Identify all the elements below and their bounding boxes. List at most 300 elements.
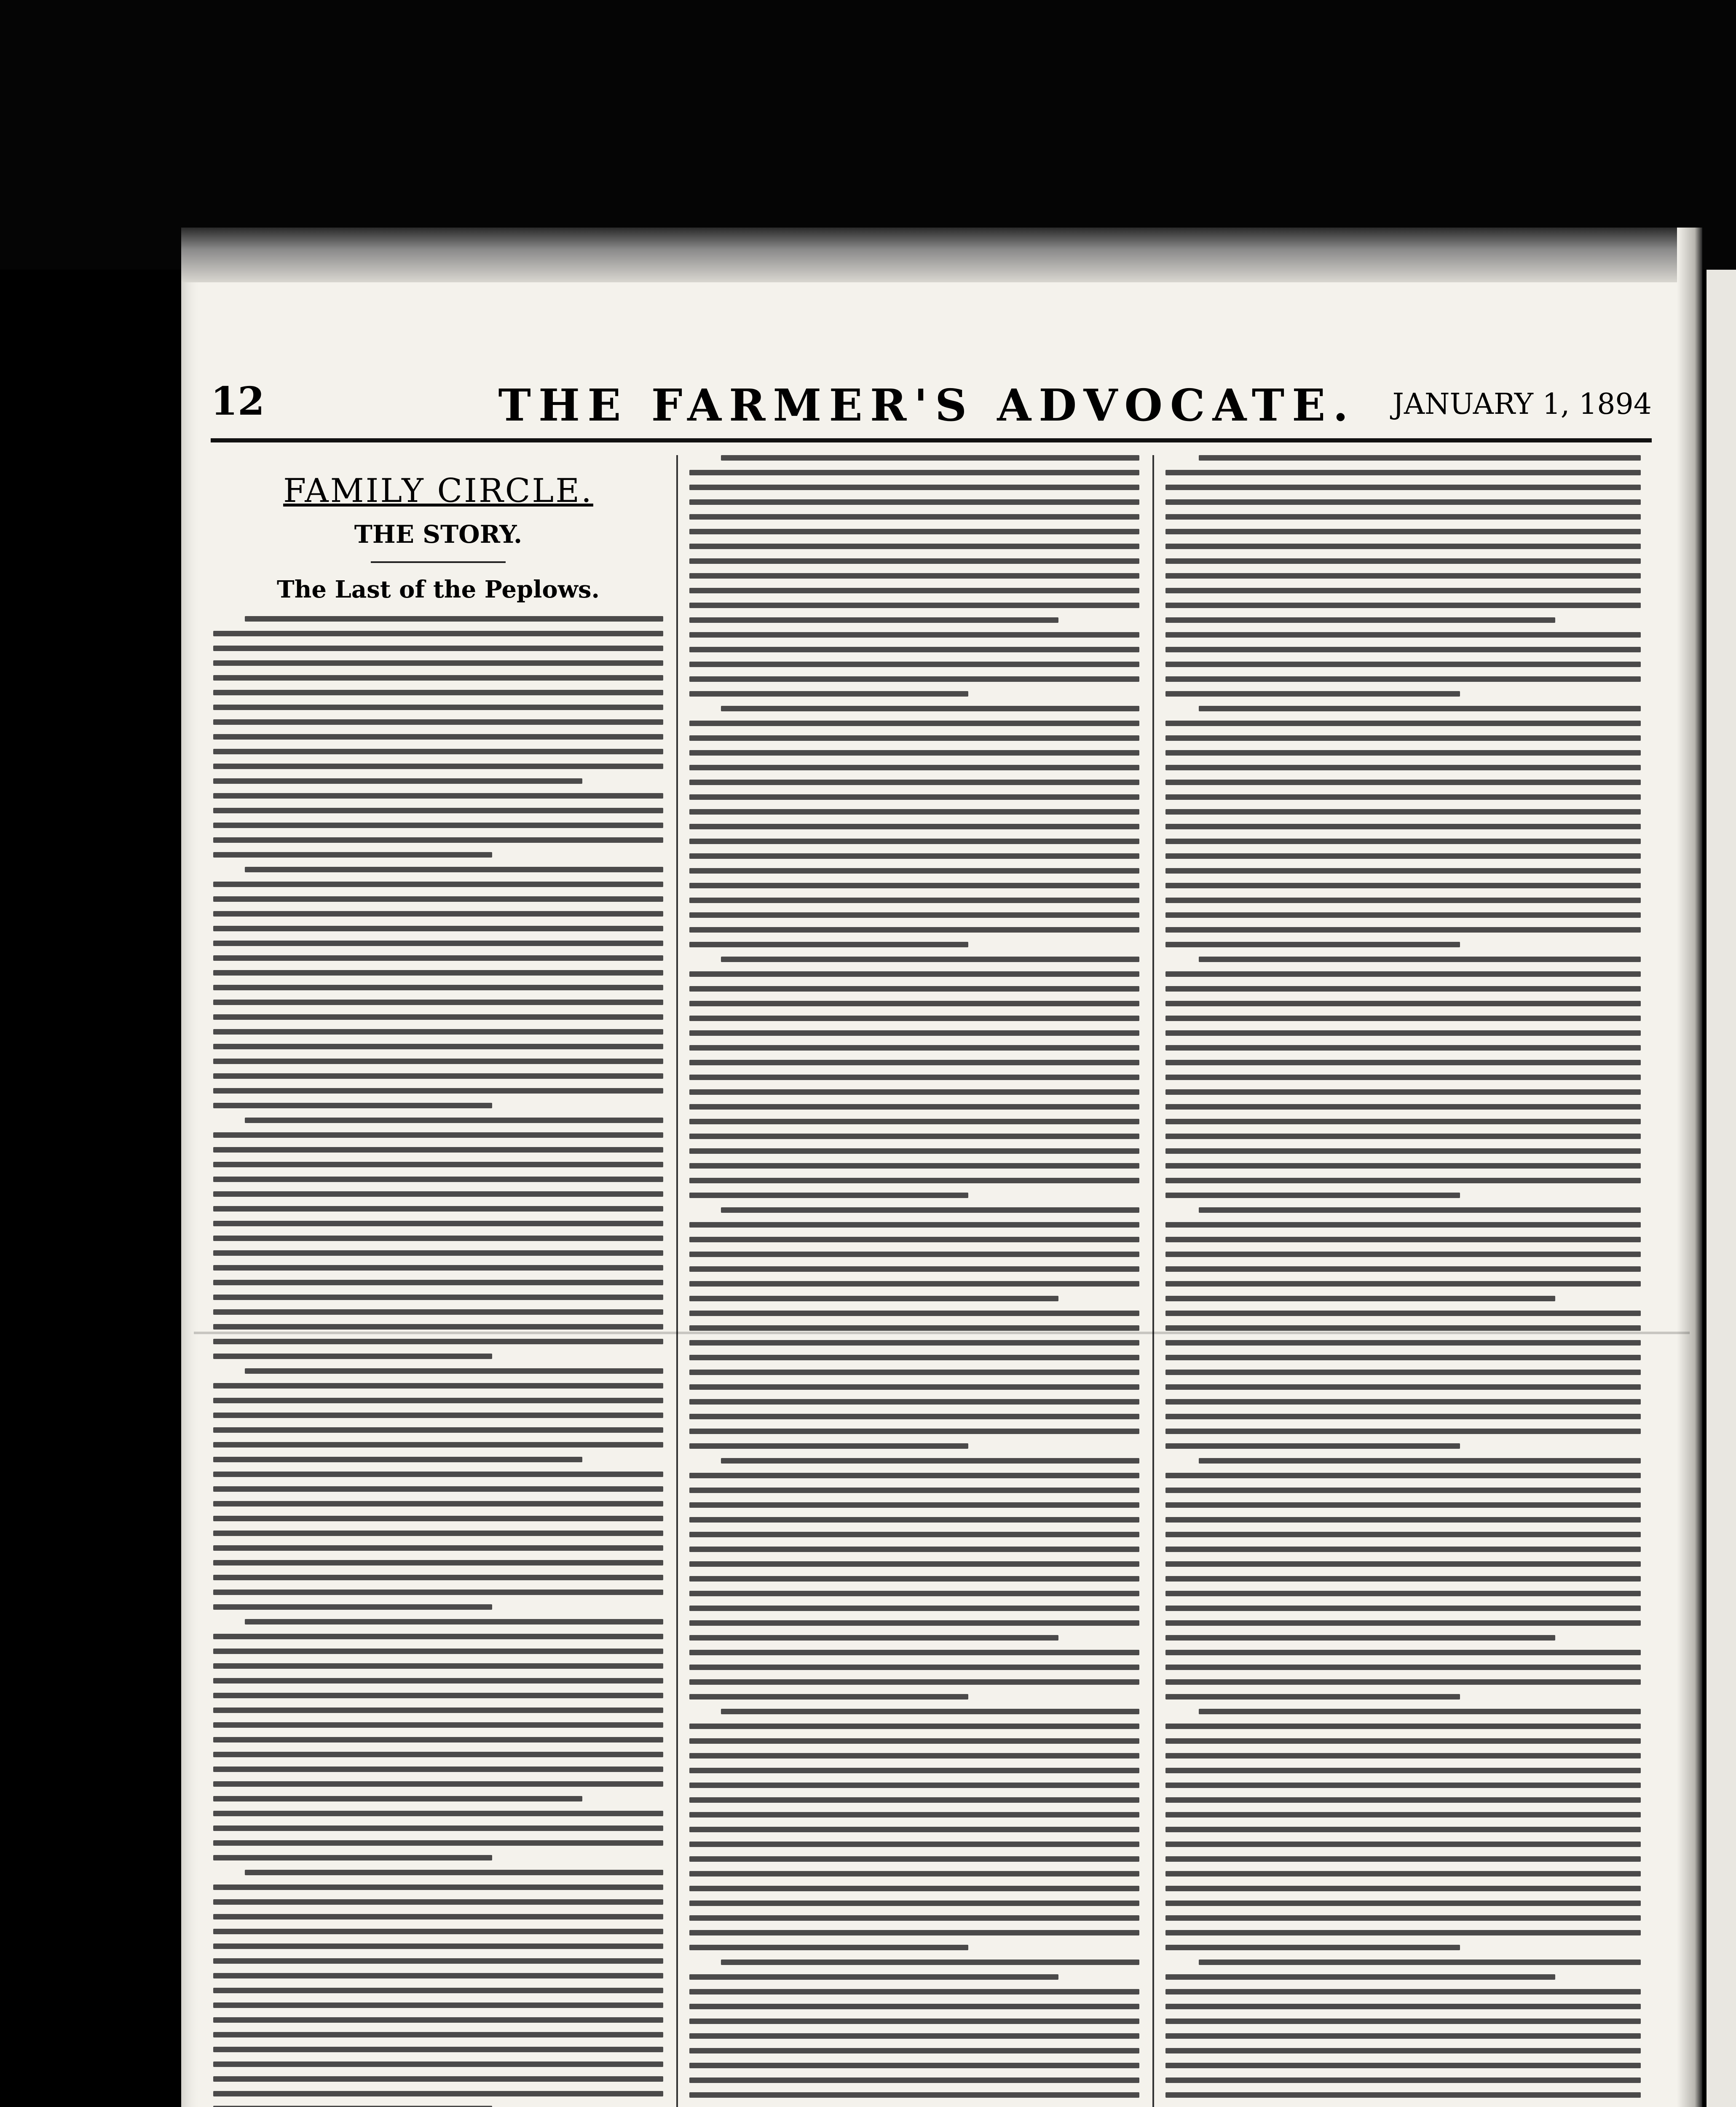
column-1: [211, 455, 666, 2107]
text-line: [245, 1870, 663, 1875]
text-line: [213, 852, 492, 858]
text-line: [213, 1531, 663, 1536]
text-line: [213, 896, 663, 902]
text-line: [689, 986, 1139, 992]
text-line: [1165, 824, 1641, 829]
text-line: [213, 1457, 582, 1462]
text-line: [1165, 1930, 1641, 1935]
text-line: [213, 1722, 663, 1728]
text-line: [1165, 986, 1641, 992]
text-line: [689, 1311, 1139, 1316]
text-line: [1165, 868, 1641, 874]
text-line: [213, 1280, 663, 1285]
text-line: [1165, 499, 1641, 505]
text-line: [213, 1103, 492, 1108]
text-line: [1165, 603, 1641, 608]
text-line: [213, 1988, 663, 1993]
text-line: [213, 705, 663, 710]
page-header: [211, 371, 1652, 442]
text-line: [1165, 1384, 1641, 1390]
text-line: [1165, 1679, 1641, 1685]
text-line: [689, 1325, 1139, 1331]
text-line: [689, 1060, 1139, 1065]
text-line: [1165, 1783, 1641, 1788]
text-line: [689, 1812, 1139, 1817]
text-line: [213, 823, 663, 828]
text-line: [689, 1650, 1139, 1655]
text-line: [1165, 676, 1641, 682]
text-line: [689, 2078, 1139, 2083]
text-line: [689, 809, 1139, 815]
text-line: [1165, 1325, 1641, 1331]
text-line: [1165, 647, 1641, 652]
text-line: [1199, 1960, 1641, 1965]
text-line: [213, 1250, 663, 1256]
text-line: [1165, 1886, 1641, 1891]
text-line: [689, 2004, 1139, 2009]
text-line: [1165, 1502, 1641, 1508]
text-line: [689, 1296, 1058, 1301]
text-line: [689, 1502, 1139, 1508]
text-line: [1165, 1370, 1641, 1375]
text-line: [1165, 1635, 1555, 1641]
column-divider: [1152, 455, 1154, 2107]
text-line: [1165, 2063, 1641, 2068]
text-line: [213, 719, 663, 725]
text-line: [1199, 455, 1641, 461]
text-line: [1165, 898, 1641, 903]
text-line: [1165, 721, 1641, 726]
text-line: [213, 1781, 663, 1787]
text-line: [1165, 912, 1641, 918]
text-line: [213, 1678, 663, 1683]
text-line: [689, 1856, 1139, 1862]
text-line: [1165, 1945, 1460, 1950]
text-line: [213, 1929, 663, 1934]
text-line: [213, 1943, 663, 1949]
text-line: [1165, 853, 1641, 859]
text-line: [689, 1163, 1139, 1169]
text-line: [1165, 1989, 1641, 1994]
text-line: [689, 1606, 1139, 1611]
text-line: [213, 749, 663, 754]
text-line: [689, 898, 1139, 903]
text-line: [689, 573, 1139, 579]
text-line: [213, 1295, 663, 1300]
text-line: [213, 1767, 663, 1772]
text-line: [689, 1945, 968, 1950]
text-line: [1199, 706, 1641, 711]
text-line: [1165, 1620, 1641, 1626]
text-line: [689, 927, 1139, 933]
text-line: [1199, 957, 1641, 962]
text-line: [689, 2048, 1139, 2053]
text-line: [213, 1914, 663, 1919]
text-line: [689, 485, 1139, 490]
text-line: [1165, 1724, 1641, 1729]
text-line: [213, 1014, 663, 1020]
text-line: [721, 1458, 1139, 1464]
text-line: [213, 1088, 663, 1094]
text-line: [689, 676, 1139, 682]
text-line: [213, 646, 663, 651]
text-line: [213, 1604, 492, 1610]
text-line: [689, 1738, 1139, 1744]
article-body-text: [211, 616, 666, 2107]
text-line: [213, 2047, 663, 2052]
text-line: [1165, 1488, 1641, 1493]
text-line: [213, 690, 663, 695]
text-line: [1199, 1709, 1641, 1714]
text-line: [213, 1649, 663, 1654]
text-line: [721, 1960, 1139, 1965]
text-line: [689, 1724, 1139, 1729]
text-line: [213, 1383, 663, 1389]
text-line: [213, 660, 663, 666]
text-line: [721, 1709, 1139, 1714]
text-line: [689, 1871, 1139, 1876]
text-line: [689, 529, 1139, 534]
text-line: [213, 1442, 663, 1448]
text-line: [1165, 1060, 1641, 1065]
text-line: [213, 1973, 663, 1978]
text-line: [1165, 2078, 1641, 2083]
text-line: [689, 1797, 1139, 1803]
text-line: [1165, 839, 1641, 844]
text-line: [689, 1547, 1139, 1552]
text-line: [1165, 2004, 1641, 2009]
text-line: [1165, 1134, 1641, 1139]
text-line: [1165, 1532, 1641, 1537]
text-line: [213, 1545, 663, 1551]
text-line: [689, 1635, 1058, 1641]
text-line: [689, 1561, 1139, 1567]
text-line: [689, 1974, 1058, 1980]
adjacent-page-edge: [1707, 270, 1736, 2107]
text-line: [689, 1178, 1139, 1183]
text-line: [1165, 485, 1641, 490]
text-line: [689, 1016, 1139, 1021]
text-line: [689, 1399, 1139, 1405]
text-line: [1165, 1547, 1641, 1552]
text-line: [1165, 750, 1641, 756]
text-line: [1165, 1797, 1641, 1803]
text-line: [213, 955, 663, 961]
text-line: [1165, 1178, 1641, 1183]
text-line: [1165, 1827, 1641, 1832]
text-line: [1165, 1414, 1641, 1419]
column-divider: [676, 455, 678, 2107]
text-line: [213, 1044, 663, 1049]
text-line: [721, 455, 1139, 461]
text-line: [689, 1576, 1139, 1582]
text-line: [1165, 514, 1641, 520]
text-line: [689, 824, 1139, 829]
text-line: [1165, 2048, 1641, 2053]
text-line: [1165, 1399, 1641, 1405]
text-line: [213, 1811, 663, 1816]
section-title: FAMILY CIRCLE.: [283, 472, 593, 510]
text-line: [689, 839, 1139, 844]
text-line: [689, 1517, 1139, 1523]
text-line: [213, 808, 663, 813]
text-line: [1165, 1650, 1641, 1655]
text-line: [213, 1693, 663, 1698]
header-rule: [211, 438, 1652, 442]
text-line: [689, 1679, 1139, 1685]
text-line: [213, 1265, 663, 1271]
article-body-text: [687, 455, 1142, 2107]
text-line: [689, 617, 1058, 623]
text-line: [1165, 558, 1641, 564]
text-line: [1165, 1266, 1641, 1272]
text-line: [721, 706, 1139, 711]
text-line: [213, 1354, 492, 1359]
text-line: [689, 647, 1139, 652]
text-line: [721, 957, 1139, 962]
text-line: [1165, 1030, 1641, 1036]
text-line: [1165, 1591, 1641, 1596]
text-line: [213, 1516, 663, 1521]
text-line: [689, 1370, 1139, 1375]
text-line: [213, 734, 663, 740]
text-line: [689, 883, 1139, 888]
text-line: [1199, 1207, 1641, 1213]
text-line: [245, 1118, 663, 1123]
text-line: [213, 1059, 663, 1064]
text-line: [213, 1000, 663, 1005]
text-line: [1165, 588, 1641, 593]
text-line: [1165, 1222, 1641, 1228]
text-line: [213, 1663, 663, 1669]
text-line: [689, 499, 1139, 505]
text-line: [1165, 1252, 1641, 1257]
text-line: [213, 1073, 663, 1079]
text-line: [1165, 1163, 1641, 1169]
text-line: [1165, 1561, 1641, 1567]
text-line: [689, 1591, 1139, 1596]
text-line: [689, 971, 1139, 977]
text-line: [689, 1915, 1139, 1921]
text-line: [1165, 1311, 1641, 1316]
issue-date: JANUARY 1, 1894: [1392, 388, 1652, 421]
text-line: [213, 1560, 663, 1566]
text-line: [689, 514, 1139, 520]
text-line: [245, 616, 663, 622]
text-line: [213, 1398, 663, 1403]
text-line: [213, 2002, 663, 2008]
text-line: [689, 1694, 968, 1700]
text-line: [1165, 794, 1641, 800]
text-line: [689, 2019, 1139, 2024]
text-line: [213, 1324, 663, 1330]
text-line: [689, 1252, 1139, 1257]
text-line: [1165, 1193, 1460, 1198]
text-line: [689, 1532, 1139, 1537]
text-line: [721, 1207, 1139, 1213]
text-line: [689, 1355, 1139, 1360]
text-line: [213, 1885, 663, 1890]
text-line: [213, 1221, 663, 1226]
text-line: [1165, 1842, 1641, 1847]
text-line: [213, 1575, 663, 1580]
text-line: [1165, 765, 1641, 770]
text-line: [213, 2076, 663, 2082]
text-line: [1165, 1237, 1641, 1242]
text-line: [213, 1236, 663, 1241]
text-line: [213, 1737, 663, 1742]
text-line: [213, 926, 663, 931]
text-line: [1165, 1104, 1641, 1110]
text-line: [689, 2092, 1139, 2098]
text-line: [1165, 2033, 1641, 2039]
text-line: [1165, 1665, 1641, 1670]
text-line: [689, 750, 1139, 756]
text-line: [213, 985, 663, 990]
text-line: [1165, 1296, 1555, 1301]
text-line: [1165, 691, 1460, 697]
text-line: [1165, 1901, 1641, 1906]
text-line: [1165, 780, 1641, 785]
text-line: [1165, 2092, 1641, 2098]
text-line: [1165, 470, 1641, 475]
text-line: [689, 2033, 1139, 2039]
text-line: [1165, 2019, 1641, 2024]
text-line: [213, 2032, 663, 2037]
text-line: [213, 1486, 663, 1492]
text-line: [213, 882, 663, 887]
text-line: [213, 1029, 663, 1035]
text-line: [213, 793, 663, 799]
text-line: [689, 1340, 1139, 1346]
text-line: [689, 1842, 1139, 1847]
text-line: [213, 1958, 663, 1964]
text-line: [689, 544, 1139, 549]
text-line: [213, 1501, 663, 1507]
text-line: [213, 1708, 663, 1713]
text-line: [213, 1177, 663, 1182]
text-line: [689, 1620, 1139, 1626]
text-line: [689, 1281, 1139, 1287]
text-line: [689, 1488, 1139, 1493]
text-line: [689, 721, 1139, 726]
text-line: [1165, 1856, 1641, 1862]
text-line: [1165, 942, 1460, 947]
text-line: [213, 970, 663, 976]
text-line: [689, 588, 1139, 593]
page-number: 12: [211, 378, 265, 424]
text-line: [1165, 662, 1641, 667]
text-line: [689, 1266, 1139, 1272]
text-line: [1165, 1694, 1460, 1700]
text-line: [213, 1590, 663, 1595]
text-line: [689, 1886, 1139, 1891]
text-line: [245, 1619, 663, 1624]
text-line: [689, 1665, 1139, 1670]
text-line: [213, 778, 582, 784]
text-line: [689, 1045, 1139, 1051]
text-line: [1165, 1281, 1641, 1287]
article-body-text: [1163, 455, 1643, 2107]
subsection-title: THE STORY.: [354, 520, 522, 549]
text-line: [1165, 632, 1641, 638]
text-line: [1165, 1606, 1641, 1611]
text-line: [1165, 971, 1641, 977]
text-line: [689, 1901, 1139, 1906]
text-line: [213, 1339, 663, 1344]
text-line: [213, 1840, 663, 1846]
text-line: [213, 1472, 663, 1477]
column-2: [687, 455, 1142, 2107]
text-line: [689, 1237, 1139, 1242]
text-line: [689, 1783, 1139, 1788]
text-line: [213, 1132, 663, 1138]
text-line: [689, 1075, 1139, 1080]
text-line: [1165, 735, 1641, 741]
text-line: [689, 603, 1139, 608]
text-line: [1165, 1812, 1641, 1817]
text-line: [213, 1147, 663, 1153]
text-line: [1165, 1355, 1641, 1360]
text-line: [1165, 1075, 1641, 1080]
text-line: [1165, 1089, 1641, 1095]
text-line: [1165, 1001, 1641, 1006]
text-line: [689, 1104, 1139, 1110]
text-line: [1165, 1753, 1641, 1759]
text-line: [213, 1191, 663, 1197]
text-line: [689, 1768, 1139, 1773]
text-line: [689, 765, 1139, 770]
text-line: [689, 1222, 1139, 1228]
text-line: [245, 1368, 663, 1374]
article-title: The Last of the Peplows.: [277, 576, 600, 603]
text-line: [689, 942, 968, 947]
column-3: [1163, 455, 1643, 2107]
text-line: [1165, 1016, 1641, 1021]
page-top-shadow: [181, 228, 1702, 282]
text-line: [689, 1119, 1139, 1124]
text-line: [689, 1001, 1139, 1006]
text-line: [689, 1089, 1139, 1095]
text-line: [1165, 1429, 1641, 1434]
text-line: [689, 1473, 1139, 1478]
text-line: [689, 853, 1139, 859]
text-line: [213, 911, 663, 917]
text-line: [689, 1429, 1139, 1434]
text-line: [689, 470, 1139, 475]
text-line: [689, 794, 1139, 800]
text-line: [689, 1030, 1139, 1036]
text-line: [213, 631, 663, 636]
text-line: [213, 1899, 663, 1905]
text-line: [213, 1796, 582, 1801]
text-line: [689, 691, 968, 697]
text-line: [213, 2091, 663, 2096]
text-line: [1165, 1517, 1641, 1523]
text-line: [689, 632, 1139, 638]
text-line: [213, 1162, 663, 1167]
text-line: [1165, 809, 1641, 815]
text-line: [689, 912, 1139, 918]
text-line: [689, 780, 1139, 785]
text-line: [689, 558, 1139, 564]
text-line: [213, 1309, 663, 1315]
text-line: [689, 662, 1139, 667]
text-line: [689, 1930, 1139, 1935]
text-line: [1165, 1974, 1555, 1980]
text-line: [689, 1148, 1139, 1154]
text-line: [213, 1634, 663, 1639]
